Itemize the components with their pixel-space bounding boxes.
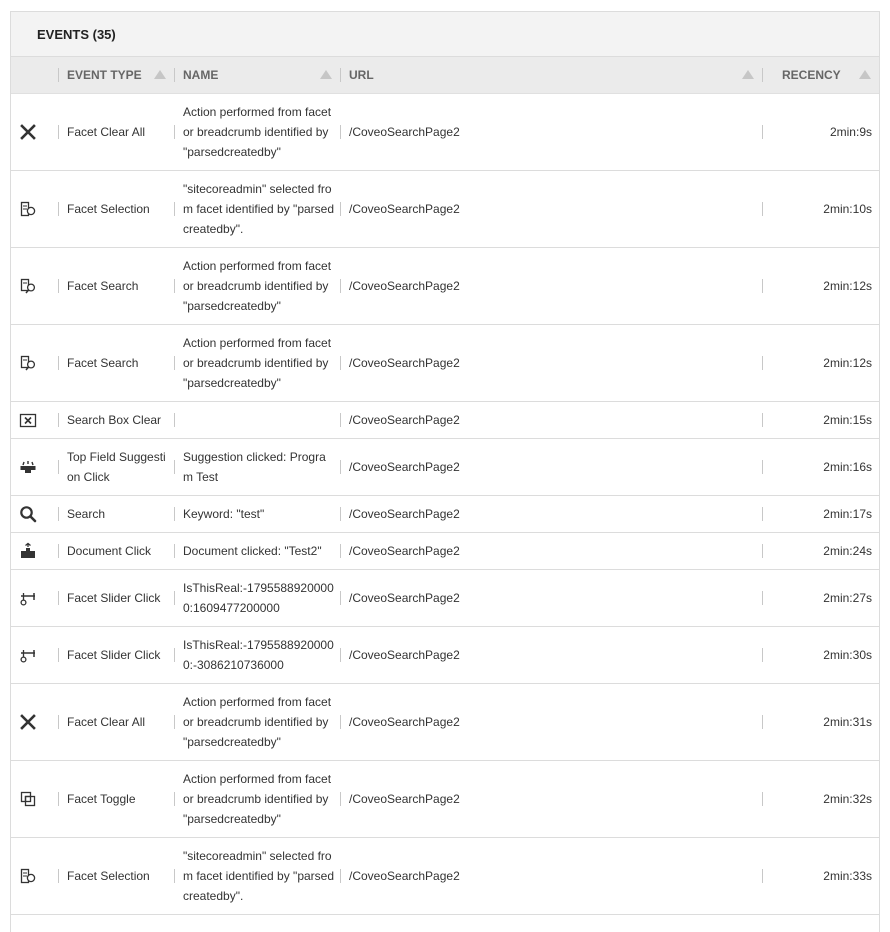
event-type-text: Facet Slider Click: [67, 648, 161, 662]
event-name-cell: [174, 570, 340, 627]
event-name-cell: [174, 94, 340, 171]
event-url-cell: [340, 627, 762, 684]
event-url-text: /CoveoSearchPage2: [349, 202, 460, 216]
event-name-text: Action performed from facet or breadcrumb identified by "parsedcreatedby": [183, 105, 332, 159]
x-icon: [19, 123, 37, 141]
event-icon-cell: [11, 761, 58, 838]
events-panel-header: [11, 12, 879, 57]
event-icon-cell: [11, 570, 58, 627]
table-row[interactable]: [11, 439, 879, 496]
event-recency-cell: [762, 248, 879, 325]
search-icon: [19, 505, 37, 523]
event-name-text: Suggestion clicked: Program Test: [183, 450, 326, 484]
event-recency-text: 2min:12s: [823, 279, 872, 293]
event-name-text: Action performed from facet or breadcrumb identified by "parsedcreatedby": [183, 259, 332, 313]
event-icon-cell: [11, 627, 58, 684]
column-header-label: URL: [349, 68, 374, 82]
event-recency-cell: [762, 627, 879, 684]
event-name-text: Action performed from facet or breadcrumb identified by "parsedcreatedby": [183, 695, 332, 749]
event-recency-cell: [762, 439, 879, 496]
event-recency-text: 2min:30s: [823, 648, 872, 662]
event-url-text: /CoveoSearchPage2: [349, 869, 460, 883]
column-header-label: RECENCY: [782, 68, 841, 82]
event-name-text: Document clicked: "Test2": [183, 544, 322, 558]
column-header-event-type[interactable]: [58, 57, 174, 94]
event-type-cell: [58, 439, 174, 496]
event-icon-cell: [11, 439, 58, 496]
sort-arrow-icon[interactable]: [320, 70, 332, 79]
event-recency-text: 2min:17s: [823, 507, 872, 521]
event-url-cell: [340, 402, 762, 439]
table-row[interactable]: [11, 325, 879, 402]
event-recency-cell: [762, 325, 879, 402]
event-name-cell: [174, 171, 340, 248]
event-url-cell: [340, 570, 762, 627]
table-row[interactable]: [11, 838, 879, 915]
sort-arrow-icon[interactable]: [154, 70, 166, 79]
event-url-text: /CoveoSearchPage2: [349, 413, 460, 427]
event-name-cell: [174, 402, 340, 439]
event-type-text: Search Box Clear: [67, 413, 162, 427]
column-header-recency[interactable]: [762, 57, 879, 94]
event-recency-text: 2min:10s: [823, 202, 872, 216]
event-type-text: Search: [67, 507, 106, 521]
facet-toggle-icon: [19, 790, 37, 808]
event-type-text: Document Click: [67, 544, 152, 558]
event-type-text: Facet Clear All: [67, 125, 146, 139]
event-type-text: Facet Search: [67, 279, 139, 293]
event-url-text: /CoveoSearchPage2: [349, 279, 460, 293]
event-url-cell: [340, 684, 762, 761]
event-url-text: /CoveoSearchPage2: [349, 356, 460, 370]
event-url-text: /CoveoSearchPage2: [349, 715, 460, 729]
event-recency-text: 2min:16s: [823, 460, 872, 474]
event-recency-text: 2min:33s: [823, 869, 872, 883]
event-recency-text: 2min:31s: [823, 715, 872, 729]
event-url-cell: [340, 838, 762, 915]
event-url-text: /CoveoSearchPage2: [349, 648, 460, 662]
event-url-cell: [340, 533, 762, 570]
table-row[interactable]: [11, 402, 879, 439]
event-name-cell: [174, 248, 340, 325]
top-field-suggestion-icon: [19, 458, 37, 476]
event-recency-text: 2min:9s: [829, 125, 872, 139]
column-header-icon: [11, 57, 58, 94]
event-type-cell: [58, 248, 174, 325]
search-box-clear-icon: [19, 411, 37, 429]
event-name-cell: [174, 533, 340, 570]
event-icon-cell: [11, 533, 58, 570]
event-icon-cell: [11, 838, 58, 915]
table-row[interactable]: [11, 761, 879, 838]
event-type-cell: [58, 325, 174, 402]
events-panel: [10, 11, 880, 932]
event-recency-text: 2min:12s: [823, 356, 872, 370]
event-name-cell: [174, 761, 340, 838]
event-url-cell: [340, 325, 762, 402]
event-url-text: /CoveoSearchPage2: [349, 460, 460, 474]
event-icon-cell: [11, 402, 58, 439]
table-row[interactable]: [11, 94, 879, 171]
event-url-text: /CoveoSearchPage2: [349, 507, 460, 521]
table-row[interactable]: [11, 570, 879, 627]
facet-selection-icon: [19, 867, 37, 885]
table-header-row: [11, 57, 879, 94]
event-type-cell: [58, 496, 174, 533]
event-icon-cell: [11, 94, 58, 171]
event-icon-cell: [11, 248, 58, 325]
event-recency-cell: [762, 402, 879, 439]
table-row[interactable]: [11, 171, 879, 248]
event-url-text: /CoveoSearchPage2: [349, 792, 460, 806]
event-recency-text: 2min:15s: [823, 413, 872, 427]
event-type-cell: [58, 533, 174, 570]
event-type-cell: [58, 570, 174, 627]
event-icon-cell: [11, 171, 58, 248]
event-type-text: Facet Selection: [67, 202, 150, 216]
event-type-text: Facet Toggle: [67, 792, 136, 806]
event-icon-cell: [11, 684, 58, 761]
event-url-text: /CoveoSearchPage2: [349, 544, 460, 558]
event-recency-cell: [762, 533, 879, 570]
event-icon-cell: [11, 325, 58, 402]
event-name-text: IsThisReal:-17955889200000:1609477200000: [183, 581, 334, 615]
event-type-cell: [58, 171, 174, 248]
table-row[interactable]: [11, 248, 879, 325]
event-name-cell: [174, 439, 340, 496]
event-type-cell: [58, 838, 174, 915]
event-type-cell: [58, 94, 174, 171]
event-url-cell: [340, 94, 762, 171]
event-url-cell: [340, 248, 762, 325]
sort-arrow-icon[interactable]: [859, 70, 871, 79]
table-row[interactable]: [11, 684, 879, 761]
sort-arrow-icon[interactable]: [742, 70, 754, 79]
event-name-cell: [174, 838, 340, 915]
event-recency-cell: [762, 94, 879, 171]
event-recency-cell: [762, 761, 879, 838]
column-header-label: EVENT TYPE: [67, 68, 142, 82]
event-recency-cell: [762, 570, 879, 627]
event-type-cell: [58, 402, 174, 439]
event-url-cell: [340, 761, 762, 838]
table-row[interactable]: [11, 627, 879, 684]
column-header-name[interactable]: [174, 57, 340, 94]
event-recency-cell: [762, 496, 879, 533]
event-icon-cell: [11, 496, 58, 533]
event-type-text: Top Field Suggestion Click: [67, 450, 166, 484]
event-type-cell: [58, 761, 174, 838]
event-url-cell: [340, 171, 762, 248]
facet-slider-icon: [19, 646, 37, 664]
event-type-text: Facet Clear All: [67, 715, 146, 729]
event-type-text: Facet Selection: [67, 869, 150, 883]
event-name-text: IsThisReal:-17955889200000:-3086210736000: [183, 638, 334, 672]
event-type-text: Facet Search: [67, 356, 139, 370]
facet-selection-icon: [19, 200, 37, 218]
column-header-url[interactable]: [340, 57, 762, 94]
facet-search-icon: [19, 354, 37, 372]
event-name-text: Action performed from facet or breadcrumb identified by "parsedcreatedby": [183, 772, 332, 826]
event-name-text: "sitecoreadmin" selected from facet identified by "parsedcreatedby".: [183, 182, 335, 236]
x-icon: [19, 713, 37, 731]
column-header-label: NAME: [183, 68, 219, 82]
events-table: [11, 57, 879, 915]
table-row[interactable]: [11, 496, 879, 533]
facet-slider-icon: [19, 589, 37, 607]
event-url-text: /CoveoSearchPage2: [349, 591, 460, 605]
event-type-cell: [58, 627, 174, 684]
event-name-cell: [174, 684, 340, 761]
facet-search-icon: [19, 277, 37, 295]
event-name-text: Keyword: "test": [183, 507, 265, 521]
event-type-cell: [58, 684, 174, 761]
document-click-icon: [19, 542, 37, 560]
event-name-text: "sitecoreadmin" selected from facet identified by "parsedcreatedby".: [183, 849, 335, 903]
event-type-text: Facet Slider Click: [67, 591, 161, 605]
event-url-text: /CoveoSearchPage2: [349, 125, 460, 139]
event-recency-cell: [762, 171, 879, 248]
panel-title: EVENTS (35): [37, 26, 116, 42]
event-name-cell: [174, 496, 340, 533]
table-row[interactable]: [11, 533, 879, 570]
event-name-cell: [174, 627, 340, 684]
event-url-cell: [340, 439, 762, 496]
events-table-body: [11, 94, 879, 915]
event-recency-cell: [762, 684, 879, 761]
event-recency-cell: [762, 838, 879, 915]
event-recency-text: 2min:32s: [823, 792, 872, 806]
event-name-text: Action performed from facet or breadcrumb identified by "parsedcreatedby": [183, 336, 332, 390]
event-recency-text: 2min:24s: [823, 544, 872, 558]
event-name-cell: [174, 325, 340, 402]
event-url-cell: [340, 496, 762, 533]
event-recency-text: 2min:27s: [823, 591, 872, 605]
